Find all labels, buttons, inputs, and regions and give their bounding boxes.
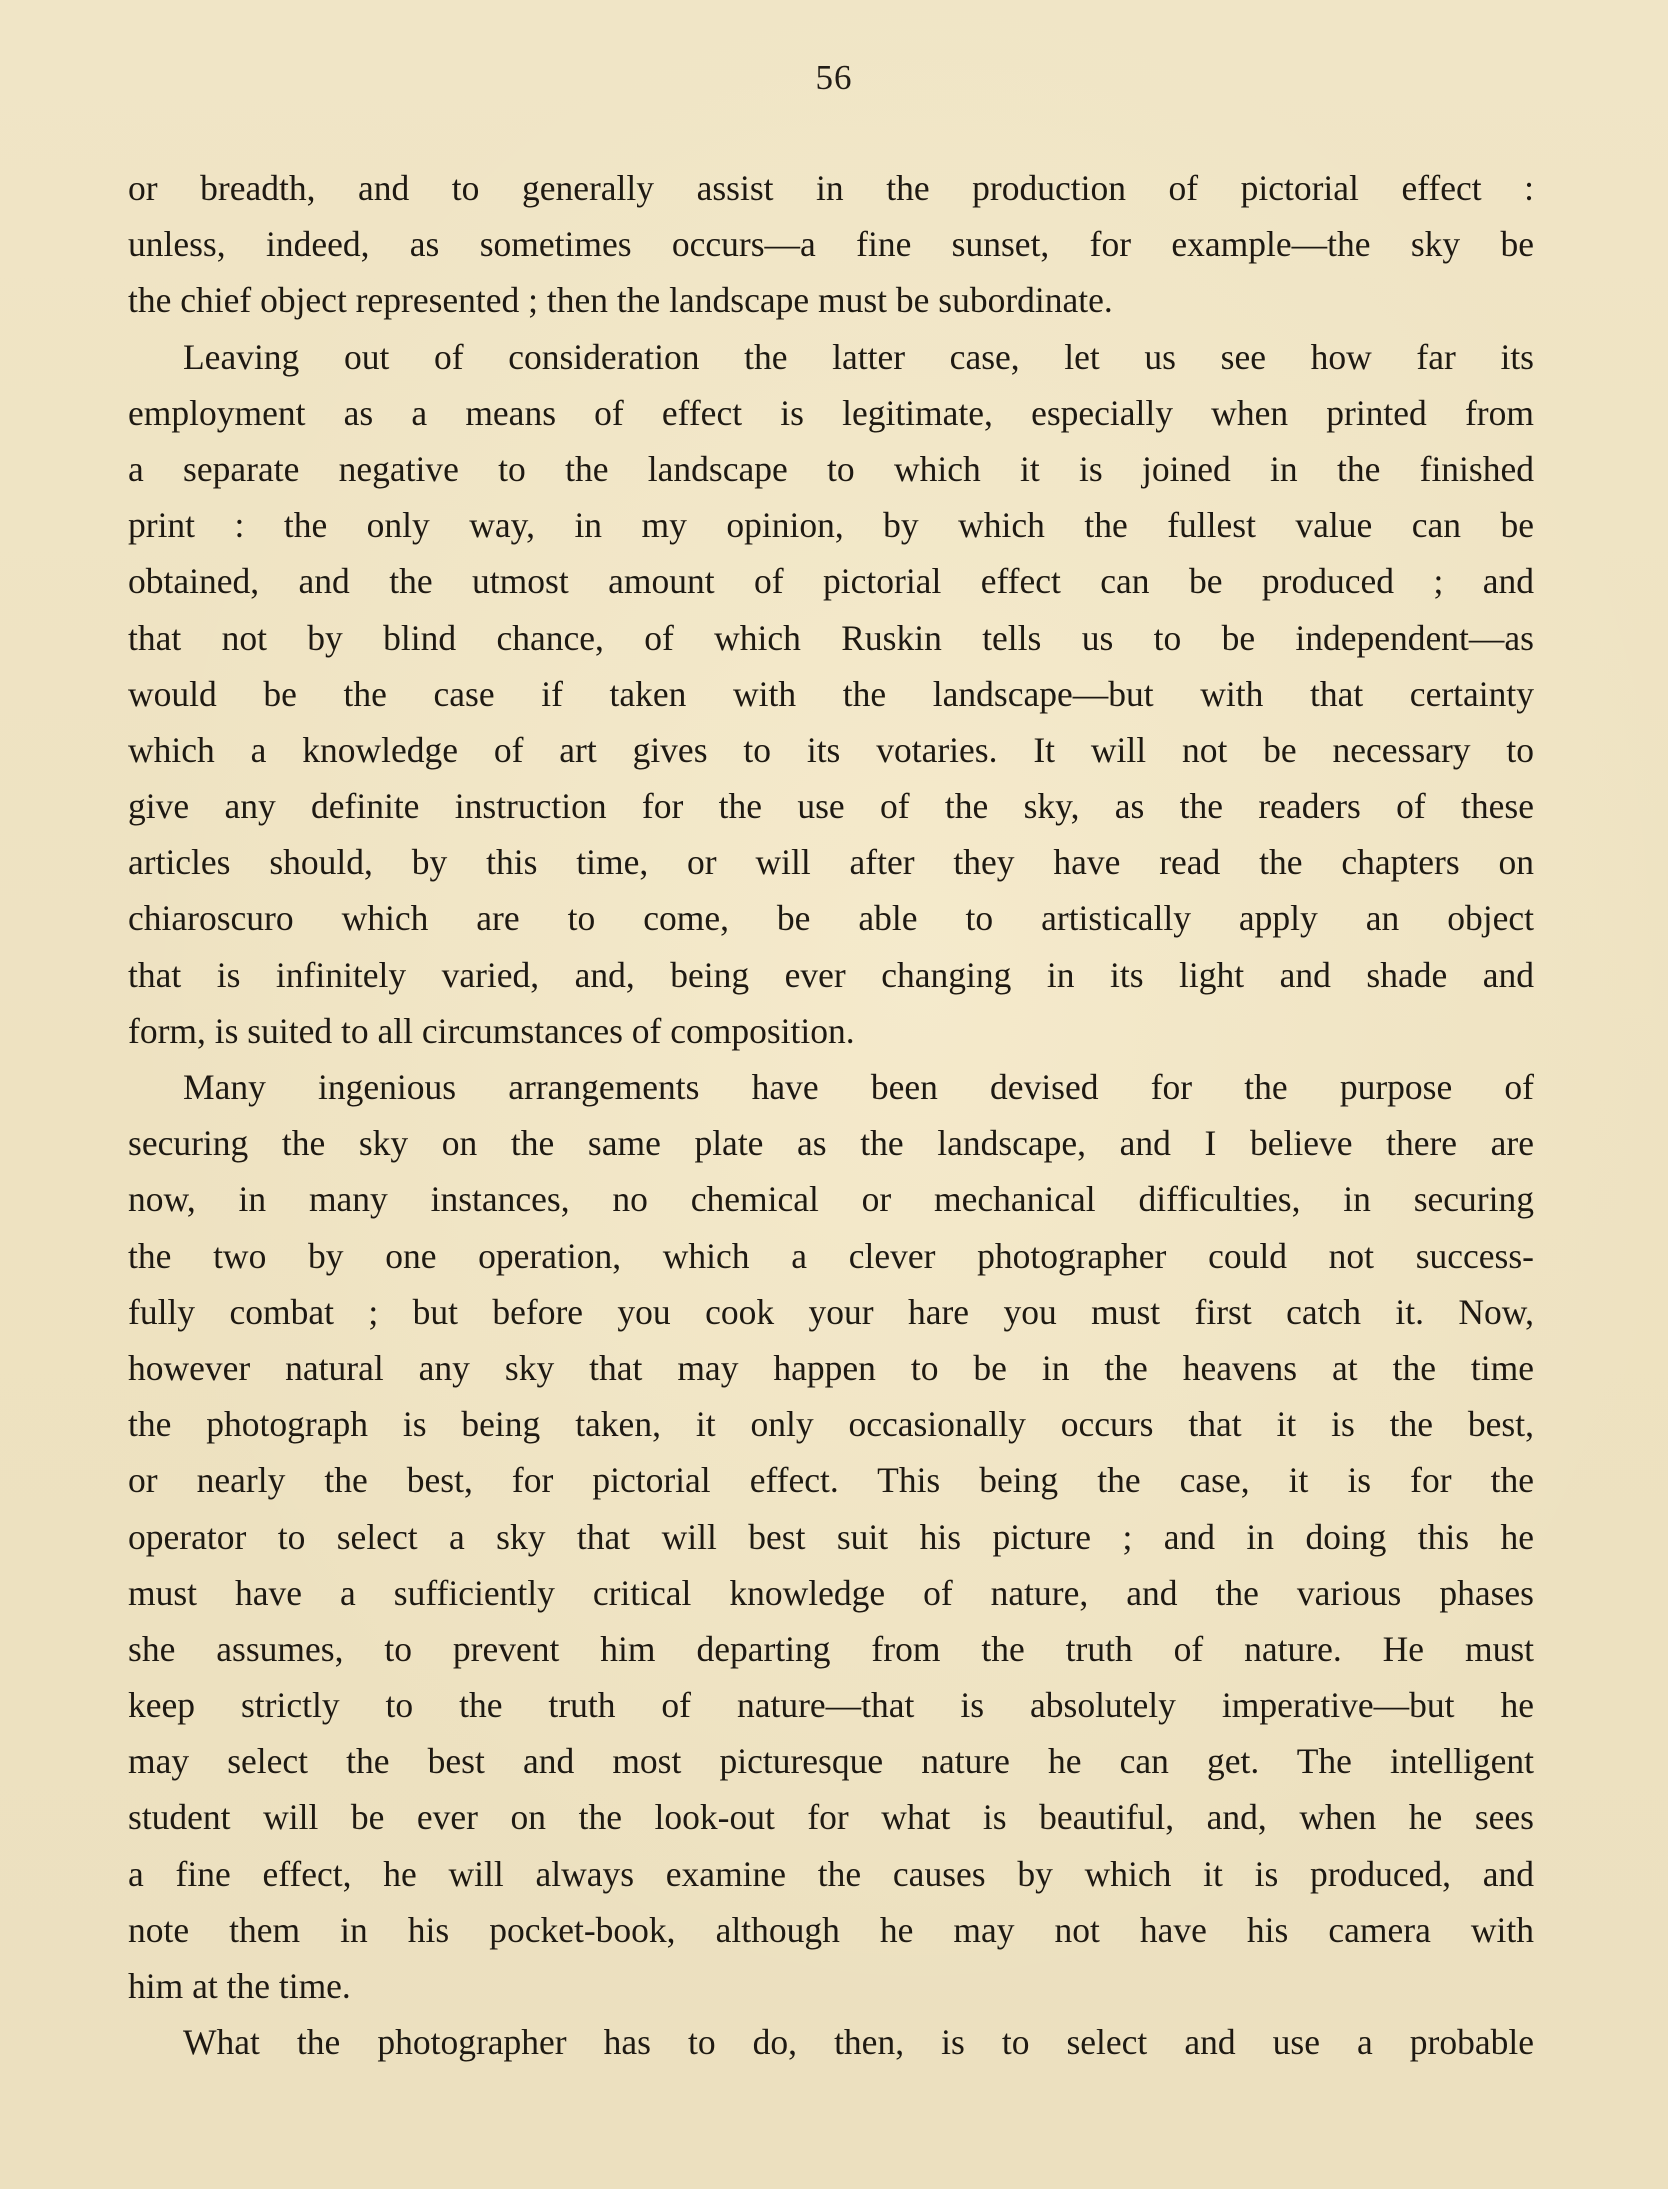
text-line: Leaving out of consideration the latter case, let us see how far its: [183, 336, 1534, 377]
body-text: [128, 160, 1534, 2070]
text-line: must have a sufficiently critical knowledge of nature, and the various phases: [128, 1572, 1534, 1613]
text-line: the two by one operation, which a clever photographer could not success-: [128, 1235, 1534, 1276]
text-line: or breadth, and to generally assist in the production of pictorial effect :: [128, 168, 1534, 208]
text-line: may select the best and most picturesque nature he can get. The intelligent: [128, 1741, 1534, 1782]
text-line: obtained, and the utmost amount of pictorial effect can be produced ; and: [128, 561, 1534, 602]
text-line: form, is suited to all circumstances of composition.: [128, 1010, 855, 1051]
text-line: him at the time.: [128, 1966, 351, 2006]
text-line: unless, indeed, as sometimes occurs—a fine sunset, for example—the sky be: [128, 224, 1534, 265]
text-line: articles should, by this time, or will after they have read the chapters on: [128, 842, 1534, 883]
text-line: or nearly the best, for pictorial effect. This being the case, it is for the: [128, 1460, 1534, 1501]
text-line: give any definite instruction for the use of the sky, as the readers of these: [128, 786, 1534, 827]
text-line: the chief object represented ; then the landscape must be subordinate.: [128, 280, 1113, 321]
text-line: however natural any sky that may happen to be in the heavens at the time: [128, 1347, 1534, 1388]
text-line: the photograph is being taken, it only occasionally occurs that it is the best,: [128, 1404, 1534, 1445]
text-line: employment as a means of effect is legitimate, especially when printed from: [128, 392, 1534, 433]
text-line: print : the only way, in my opinion, by which the fullest value can be: [128, 505, 1534, 546]
text-line: a fine effect, he will always examine the causes by which it is produced, and: [128, 1853, 1534, 1894]
text-line: fully combat ; but before you cook your hare you must first catch it. Now,: [128, 1291, 1534, 1332]
text-line: now, in many instances, no chemical or mechanical difficulties, in securing: [128, 1179, 1534, 1220]
text-line: she assumes, to prevent him departing from the truth of nature. He must: [128, 1628, 1534, 1669]
text-line: that is infinitely varied, and, being ever changing in its light and shade and: [128, 954, 1534, 995]
text-line: would be the case if taken with the landscape—but with that certainty: [128, 673, 1534, 714]
text-line: note them in his pocket-book, although he may not have his camera with: [128, 1909, 1534, 1950]
text-line: Many ingenious arrangements have been devised for the purpose of: [183, 1067, 1534, 1107]
text-line: which a knowledge of art gives to its votaries. It will not be necessary to: [128, 729, 1534, 770]
text-line: chiaroscuro which are to come, be able to artistically apply an object: [128, 898, 1534, 939]
text-line: What the photographer has to do, then, is to select and use a probable: [183, 2022, 1534, 2063]
text-line: keep strictly to the truth of nature—that is absolutely imperative—but he: [128, 1685, 1534, 1726]
text-line: a separate negative to the landscape to which it is joined in the finished: [128, 448, 1534, 489]
page-number: 56: [815, 58, 853, 97]
text-line: securing the sky on the same plate as the landscape, and I believe there are: [128, 1123, 1534, 1164]
text-line: operator to select a sky that will best suit his picture ; and in doing this he: [128, 1516, 1534, 1557]
text-line: that not by blind chance, of which Ruskin tells us to be independent—as: [128, 617, 1534, 658]
text-line: student will be ever on the look-out for what is beautiful, and, when he sees: [128, 1797, 1534, 1838]
